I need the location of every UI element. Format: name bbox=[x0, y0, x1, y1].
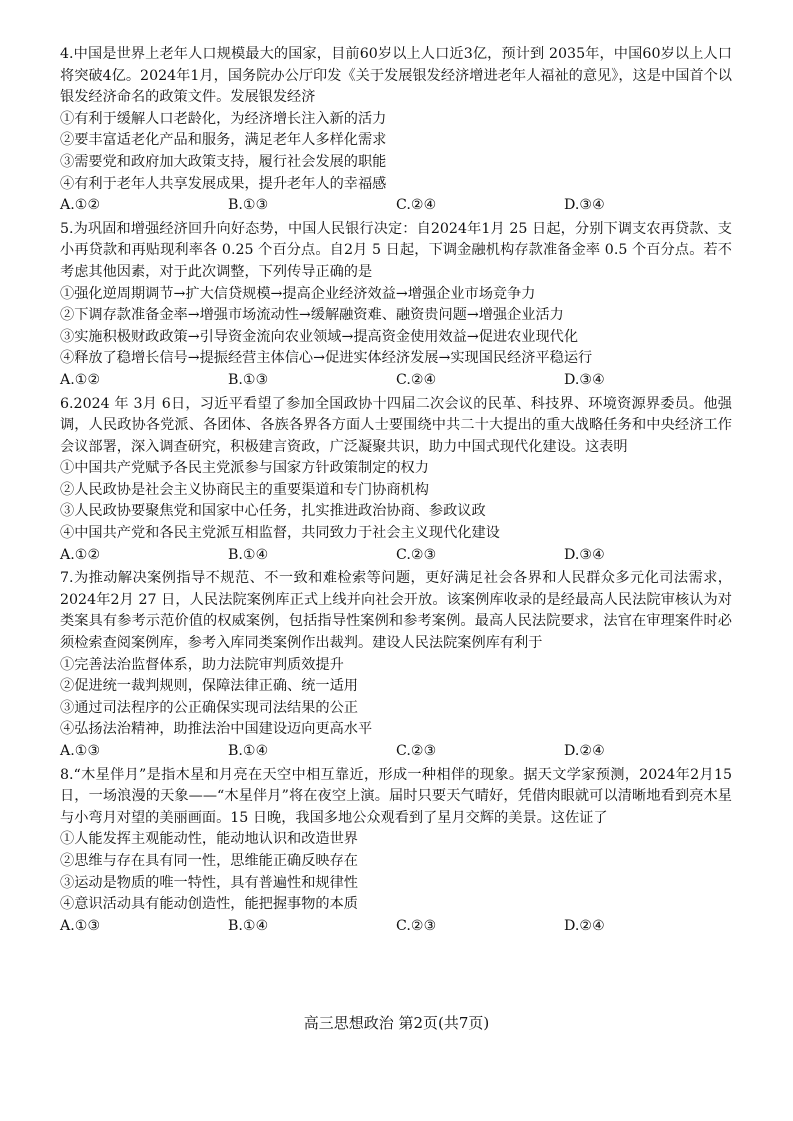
question-stem bbox=[60, 765, 732, 830]
question-number: 8. bbox=[60, 766, 74, 783]
question-text: 2024 年 3月 6日，习近平看望了参加全国政协十四届二次会议的民革、科技界、环境资源界委员。他强调，人民政协各党派、各团体、各族各界各方面人士要围绕中共二十大提出的重大战略任务和中央经济工作会议部署，深入调查研究，积极建言资政，广泛凝聚共识，助力中国式现代化建设。这表明 bbox=[60, 395, 732, 455]
statement-1: ①强化逆周期调节→扩大信贷规模→提高企业经济效益→增强企业市场竞争力 bbox=[60, 285, 536, 302]
choice-a: A.①② bbox=[60, 371, 101, 388]
choice-a: A.①② bbox=[60, 546, 101, 563]
statement-2: ②要丰富适老化产品和服务，满足老年人多样化需求 bbox=[60, 132, 387, 149]
choice-b: B.①③ bbox=[228, 371, 269, 388]
question-6 bbox=[60, 394, 732, 567]
question-stem bbox=[60, 568, 732, 654]
statement-3: ③运动是物质的唯一特性，具有普遍性和规律性 bbox=[60, 874, 358, 891]
statement-2: ②思维与存在具有同一性，思维能正确反映存在 bbox=[60, 852, 358, 869]
choice-c: C.②③ bbox=[396, 917, 437, 934]
statement-3: ③人民政协要聚焦党和国家中心任务，扎实推进政治协商、参政议政 bbox=[60, 503, 486, 520]
choice-d: D.③④ bbox=[564, 197, 605, 214]
choice-d: D.③④ bbox=[564, 371, 605, 388]
statement-1: ①人能发挥主观能动性，能动地认识和改造世界 bbox=[60, 831, 358, 848]
statement-3: ③需要党和政府加大政策支持，履行社会发展的职能 bbox=[60, 153, 387, 170]
choice-d: D.②④ bbox=[564, 743, 605, 759]
choice-b: B.①④ bbox=[228, 743, 269, 759]
question-5 bbox=[60, 219, 732, 392]
statement-2: ②下调存款准备金率→增强市场流动性→缓解融资难、融资贵问题→增强企业活力 bbox=[60, 307, 564, 324]
question-number: 5. bbox=[60, 220, 74, 237]
question-text: 为推动解决案例指导不规范、不一致和难检索等问题，更好满足社会各界和人民群众多元化司法需求，2024年2月 27 日，人民法院案例库正式上线并向社会开放。该案例库收录的是经最高人民法院审核认为对类案具有参考示范价值的权威案例，包括指导性案例和参考案例。最高人民法院要求，法官在审理案件时必须检索查阅案例库，参考入库同类案例作出裁判。建设人民法院案例库有利于 bbox=[60, 570, 732, 652]
choice-b: B.①④ bbox=[228, 917, 269, 934]
question-stem bbox=[60, 394, 732, 459]
answer-choices bbox=[60, 370, 732, 392]
choice-c: C.②④ bbox=[396, 197, 437, 214]
question-4 bbox=[60, 44, 732, 217]
choice-b: B.①③ bbox=[228, 197, 269, 214]
question-number: 4. bbox=[60, 46, 74, 62]
questions-container bbox=[60, 44, 732, 939]
question-8 bbox=[60, 765, 732, 938]
statement-1: ①中国共产党赋予各民主党派参与国家方针政策制定的权力 bbox=[60, 460, 429, 477]
statement-3: ③实施积极财政政策→引导资金流向农业领域→提高资金使用效益→促进农业现代化 bbox=[60, 328, 579, 345]
question-text: “木星伴月”是指木星和月亮在天空中相互靠近，形成一种相伴的现象。据天文学家预测，2024年2月15日，一场浪漫的天象——“木星伴月”将在夜空上演。届时只要天气晴好，凭借肉眼就可以清晰地看到亮木星与小弯月对望的美丽画面。15 日晚，我国多地公众观看到了星月交辉的美景。这佐证了 bbox=[60, 766, 732, 826]
answer-choices bbox=[60, 195, 732, 217]
statement-4: ④释放了稳增长信号→提振经营主体信心→促进实体经济发展→实现国民经济平稳运行 bbox=[60, 350, 593, 367]
statement-3: ③通过司法程序的公正确保实现司法结果的公正 bbox=[60, 699, 358, 716]
choice-a: A.①② bbox=[60, 197, 101, 214]
statement-2: ②人民政协是社会主义协商民主的重要渠道和专门协商机构 bbox=[60, 481, 429, 498]
question-number: 7. bbox=[60, 570, 74, 587]
statement-1: ①有利于缓解人口老龄化，为经济增长注入新的活力 bbox=[60, 110, 387, 127]
statement-4: ④中国共产党和各民主党派互相监督，共同致力于社会主义现代化建设 bbox=[60, 525, 500, 542]
choice-c: C.②③ bbox=[396, 743, 437, 759]
choice-c: C.②③ bbox=[396, 546, 437, 563]
statement-1: ①完善法治监督体系，助力法院审判质效提升 bbox=[60, 656, 344, 673]
choice-b: B.①④ bbox=[228, 546, 269, 563]
choice-d: D.③④ bbox=[564, 546, 605, 563]
statement-4: ④有利于老年人共享发展成果，提升老年人的幸福感 bbox=[60, 175, 387, 192]
question-text: 为巩固和增强经济回升向好态势，中国人民银行决定：自2024年1月 25 日起，分别下调支农再贷款、支小再贷款和再贴现利率各 0.25 个百分点。自2月 5 日起，下调金融机构存款准备金率 0.5 个百分点。若不考虑其他因素，对于此次调整，下列传导正确的是 bbox=[60, 220, 732, 280]
choice-a: A.①③ bbox=[60, 743, 101, 759]
question-stem bbox=[60, 44, 732, 109]
question-text: 中国是世界上老年人口规模最大的国家，目前60岁以上人口近3亿，预计到 2035年，中国60岁以上人口将突破4亿。2024年1月，国务院办公厅印发《关于发展银发经济增进老年人福祉的意见》，这是中国首个以银发经济命名的政策文件。发展银发经济 bbox=[60, 46, 732, 106]
answer-choices bbox=[60, 741, 732, 763]
statement-4: ④意识活动具有能动创造性，能把握事物的本质 bbox=[60, 896, 358, 913]
choice-c: C.②④ bbox=[396, 371, 437, 388]
question-stem bbox=[60, 219, 732, 284]
statement-2: ②促进统一裁判规则，保障法律正确、统一适用 bbox=[60, 678, 358, 695]
statement-4: ④弘扬法治精神，助推法治中国建设迈向更高水平 bbox=[60, 721, 373, 738]
answer-choices bbox=[60, 916, 732, 938]
choice-d: D.②④ bbox=[564, 917, 605, 934]
page-footer: 高三思想政治 第2页(共7页) bbox=[303, 1014, 490, 1032]
choice-a: A.①③ bbox=[60, 917, 101, 934]
question-number: 6. bbox=[60, 395, 74, 412]
question-7 bbox=[60, 568, 732, 762]
answer-choices bbox=[60, 545, 732, 567]
